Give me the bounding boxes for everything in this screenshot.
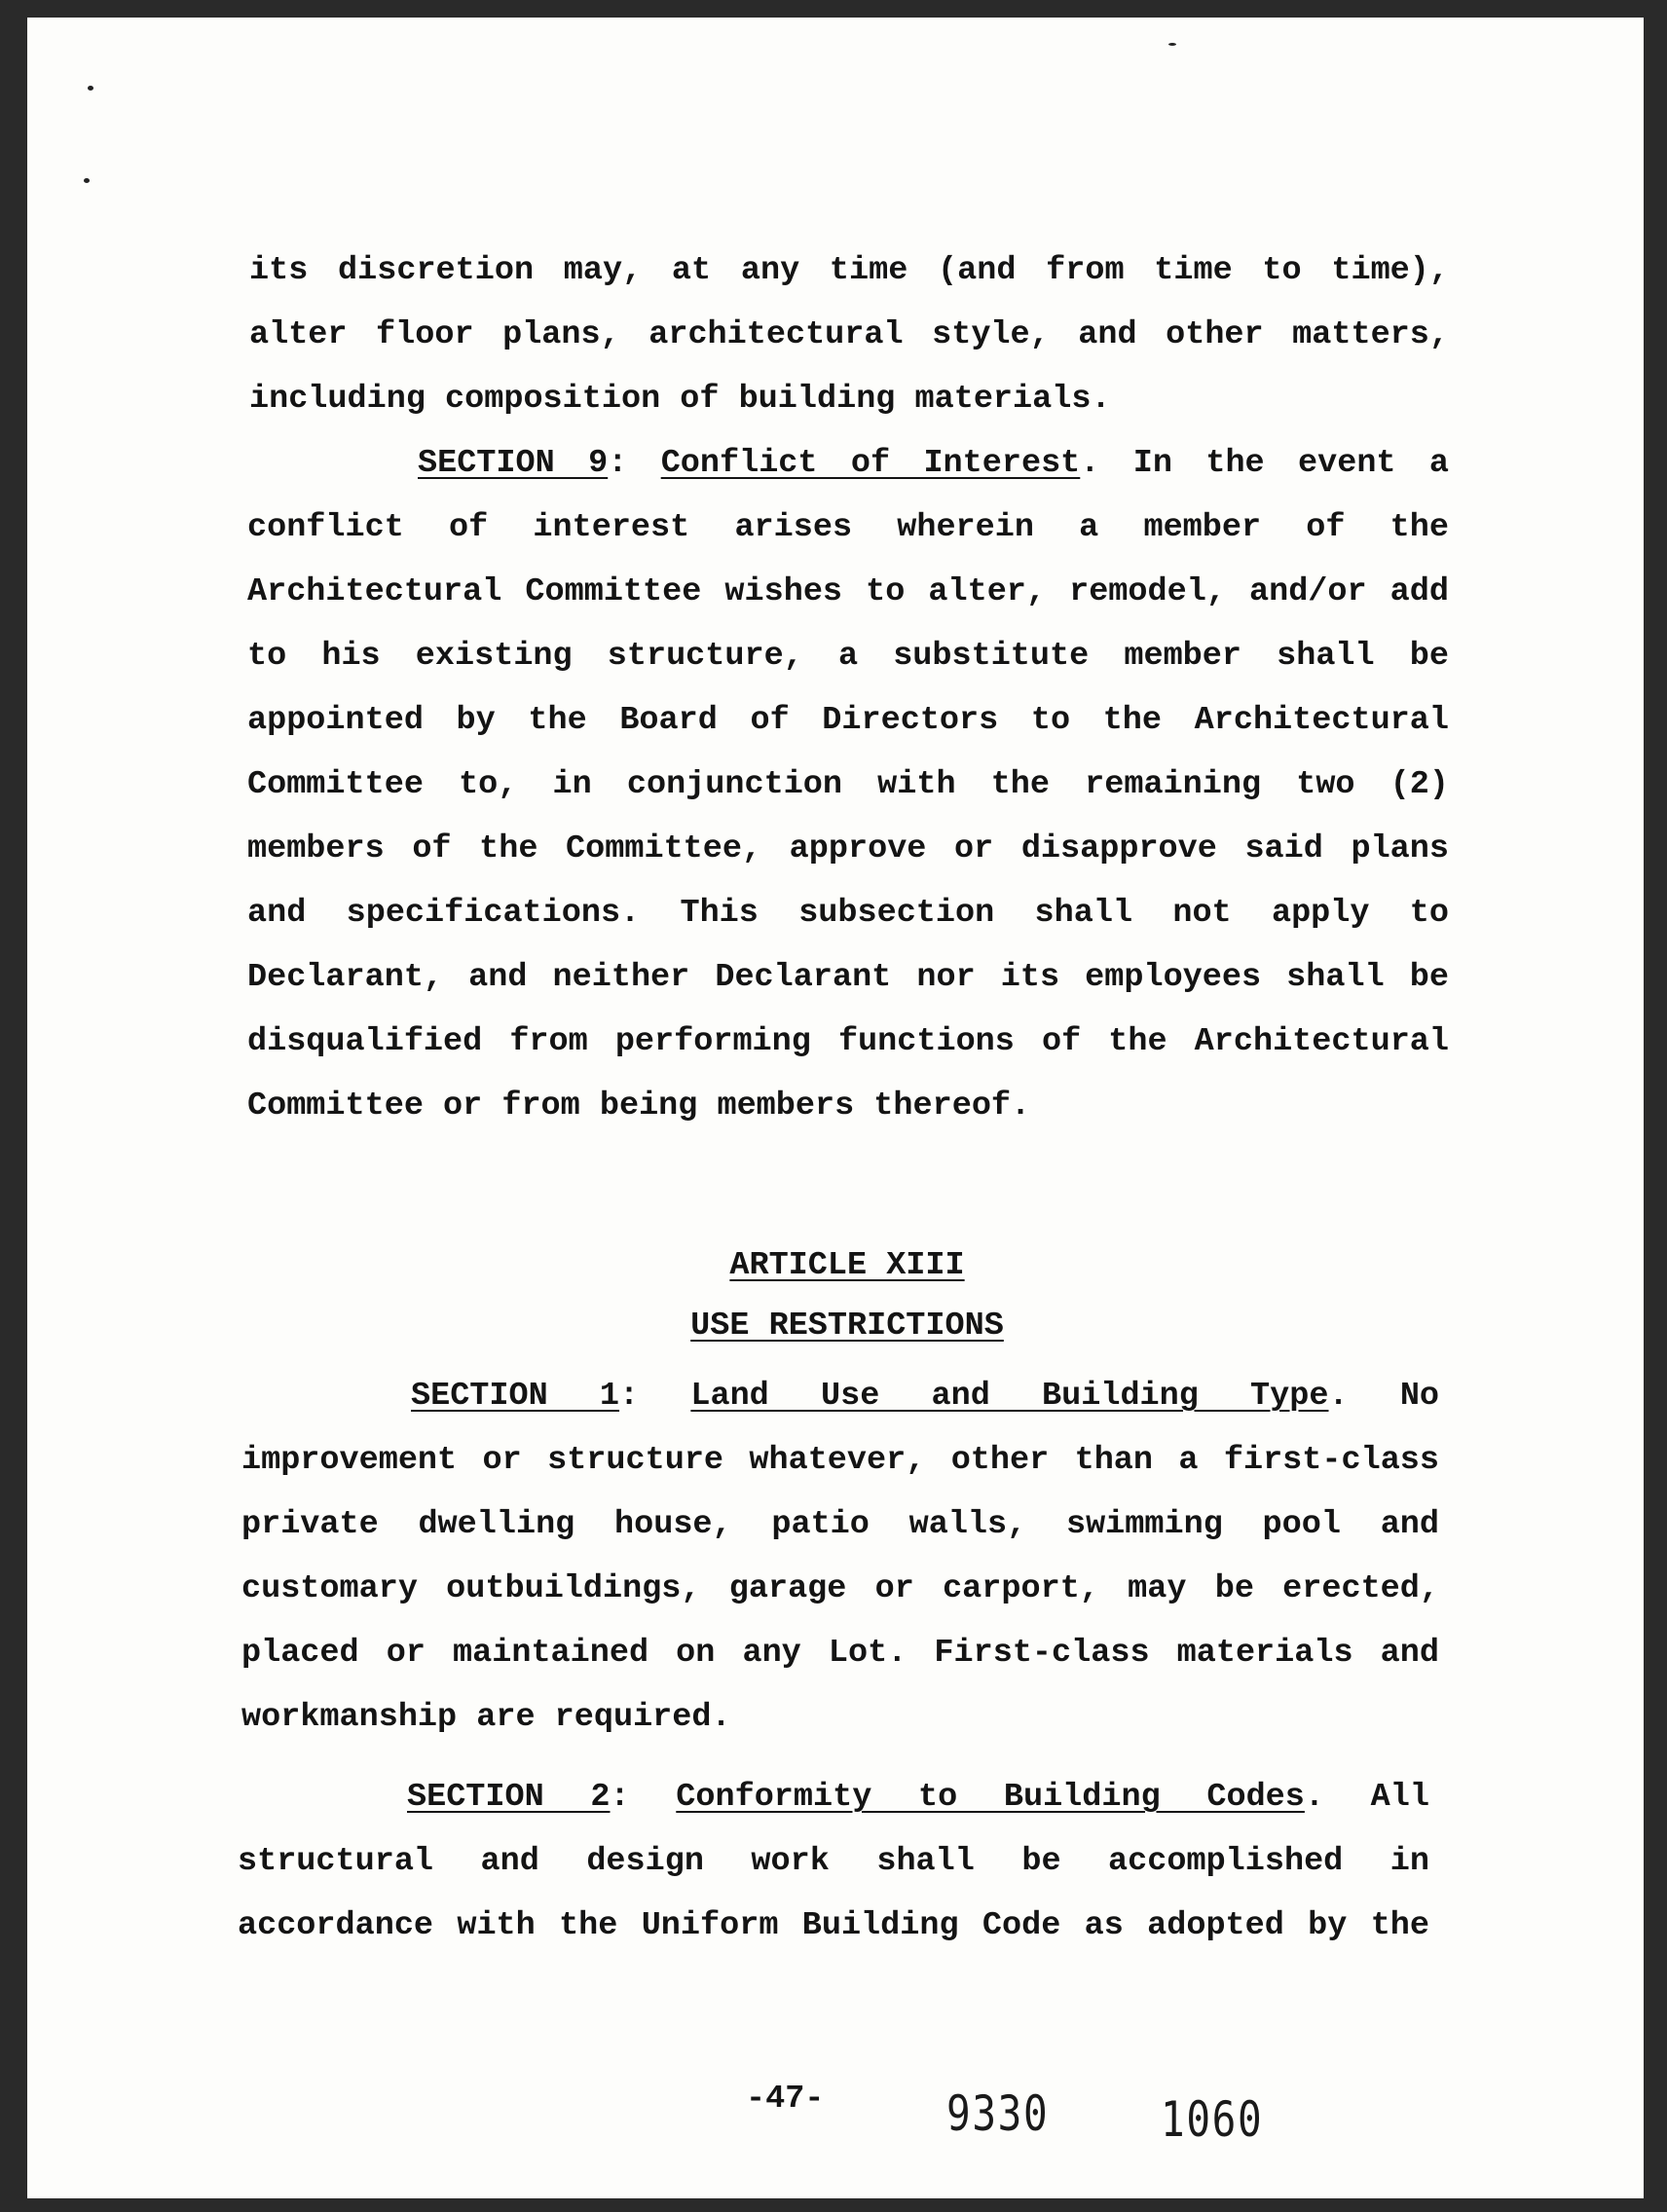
document-page [27, 18, 1644, 2198]
text-line: disqualified from performing functions of the Architectural [247, 1023, 1449, 1060]
text-line: conflict of interest arises wherein a member of the [247, 509, 1449, 546]
section-first-line-text: All [1370, 1779, 1429, 1816]
text-line: Declarant, and neither Declarant nor its employees shall be [247, 959, 1449, 996]
text-line: including composition of building materials. [249, 381, 1111, 418]
section-title: Land Use and Building Type [690, 1378, 1329, 1415]
article-number: ARTICLE XIII [729, 1247, 965, 1284]
page-number: -47- [746, 2081, 825, 2118]
text-line: members of the Committee, approve or disapprove said plans [247, 830, 1449, 867]
section-first-line-text: No [1399, 1378, 1440, 1415]
section-first-line-text: In the event a [1132, 445, 1449, 482]
text-line: Architectural Committee wishes to alter, remodel, and/or add [247, 573, 1449, 610]
section-colon: : [619, 1378, 640, 1415]
text-line: and specifications. This subsection shall not apply to [247, 895, 1449, 932]
article-title: USE RESTRICTIONS [690, 1308, 1004, 1345]
section-colon: : [608, 445, 628, 482]
section-title: Conflict of Interest [660, 445, 1081, 482]
text-line: workmanship are required. [241, 1699, 731, 1736]
document-stamp-right: 1060 [1161, 2091, 1264, 2148]
section-heading-line: SECTION 2: Conformity to Building Codes. All [407, 1779, 1429, 1816]
text-line: to his existing structure, a substitute member shall be [247, 638, 1449, 675]
text-line: appointed by the Board of Directors to the Architectural [247, 702, 1449, 739]
section-title: Conformity to Building Codes [676, 1779, 1305, 1816]
section-label: SECTION 9 [418, 445, 609, 482]
section-label: SECTION 2 [407, 1779, 611, 1816]
text-line: private dwelling house, patio walls, swimming pool and [241, 1506, 1439, 1543]
text-line: Committee to, in conjunction with the remaining two (2) [247, 766, 1449, 803]
section-heading-line: SECTION 1: Land Use and Building Type. No [411, 1378, 1440, 1415]
text-line: customary outbuildings, garage or carport, may be erected, [241, 1570, 1439, 1607]
text-line: its discretion may, at any time (and from time to time), [249, 252, 1449, 289]
document-stamp-left: 9330 [946, 2085, 1050, 2142]
text-line: accordance with the Uniform Building Code as adopted by the [238, 1907, 1429, 1944]
text-line: Committee or from being members thereof. [247, 1088, 1031, 1124]
text-line: structural and design work shall be accomplished in [238, 1843, 1429, 1880]
text-line: alter floor plans, architectural style, and other matters, [249, 316, 1449, 353]
section-colon: : [610, 1779, 630, 1816]
section-label: SECTION 1 [411, 1378, 620, 1415]
text-line: improvement or structure whatever, other than a first-class [241, 1442, 1439, 1479]
section-heading-line: SECTION 9: Conflict of Interest. In the event a [418, 445, 1449, 482]
text-line: placed or maintained on any Lot. First-class materials and [241, 1635, 1439, 1672]
document-body [27, 18, 1644, 2198]
